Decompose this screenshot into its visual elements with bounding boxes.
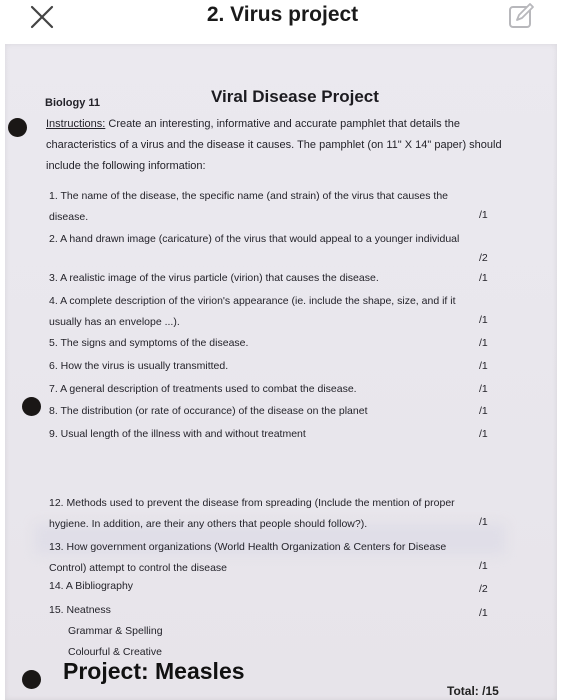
course-label: Biology 11 xyxy=(45,97,101,109)
item-subtext: Grammar & Spelling xyxy=(68,625,163,637)
item-text: 13. How government organizations (World Health Organization & Centers for Disease xyxy=(49,541,447,553)
list-item xyxy=(49,268,519,289)
list-item xyxy=(49,576,519,597)
list-item xyxy=(49,493,519,535)
item-text: 8. The distribution (or rate of occurance) of the disease on the planet xyxy=(49,405,368,417)
item-score: /1 xyxy=(479,360,488,372)
item-text-cont: disease. xyxy=(49,211,89,223)
item-text: 15. Neatness xyxy=(49,604,111,616)
total-score: Total: /15 xyxy=(447,684,499,698)
item-score: /1 xyxy=(479,337,488,349)
list-item xyxy=(49,401,519,422)
item-score: /1 xyxy=(479,560,488,572)
item-score: /1 xyxy=(479,405,488,417)
item-text: 2. A hand drawn image (caricature) of the virus that would appeal to a younger individual xyxy=(49,233,460,245)
item-score: /2 xyxy=(479,252,488,264)
item-text: 6. How the virus is usually transmitted. xyxy=(49,360,229,372)
item-score: /1 xyxy=(479,383,488,395)
instructions-text: Create an interesting, informative and accurate pamphlet that details the characteristics of a virus and the disease it causes. The pamphlet (on 11" X 14" paper) should include the following information: xyxy=(46,118,502,172)
item-subtext: Colourful & Creative xyxy=(68,646,162,658)
document-title: Viral Disease Project xyxy=(211,87,379,106)
edit-icon[interactable] xyxy=(507,2,535,30)
item-text: 7. A general description of treatments used to combat the disease. xyxy=(49,383,357,395)
item-text: 14. A Bibliography xyxy=(49,580,134,592)
item-score: /1 xyxy=(479,314,488,326)
list-item xyxy=(49,356,519,377)
item-score: /1 xyxy=(479,272,488,284)
item-score: /1 xyxy=(479,209,488,221)
list-item xyxy=(49,229,519,250)
item-text: 4. A complete description of the virion's appearance (ie. include the shape, size, and if it xyxy=(49,295,456,307)
item-text-cont: Control) attempt to control the disease xyxy=(49,562,228,574)
list-item xyxy=(49,379,519,400)
bullet-dot xyxy=(22,397,41,416)
document-photo xyxy=(5,44,557,700)
page-title: 2. Virus project xyxy=(206,3,359,26)
instructions-label: Instructions: xyxy=(46,118,106,130)
item-text-cont: usually has an envelope ...). xyxy=(49,316,180,328)
bullet-dot xyxy=(8,118,27,137)
item-text: 5. The signs and symptoms of the disease. xyxy=(49,337,249,349)
list-item xyxy=(49,186,519,228)
item-score: /2 xyxy=(479,583,488,595)
item-score: /1 xyxy=(479,428,488,440)
item-text: 9. Usual length of the illness with and without treatment xyxy=(49,428,306,440)
list-item xyxy=(49,600,519,663)
item-text: 12. Methods used to prevent the disease from spreading (Include the mention of proper xyxy=(49,497,455,509)
item-text: 1. The name of the disease, the specific name (and strain) of the virus that causes the xyxy=(49,190,449,202)
item-score: /1 xyxy=(479,607,488,619)
top-bar xyxy=(0,0,565,42)
item-score: /1 xyxy=(479,516,488,528)
list-item xyxy=(49,537,519,579)
list-item xyxy=(49,424,519,445)
instructions xyxy=(46,114,516,177)
item-text: 3. A realistic image of the virus particle (virion) that causes the disease. xyxy=(49,272,379,284)
project-label: Project: Measles xyxy=(63,658,245,684)
item-text-cont: hygiene. In addition, are their any others that people should follow?). xyxy=(49,518,368,530)
list-item xyxy=(49,291,519,333)
bullet-dot xyxy=(22,670,41,689)
list-item xyxy=(49,333,519,354)
